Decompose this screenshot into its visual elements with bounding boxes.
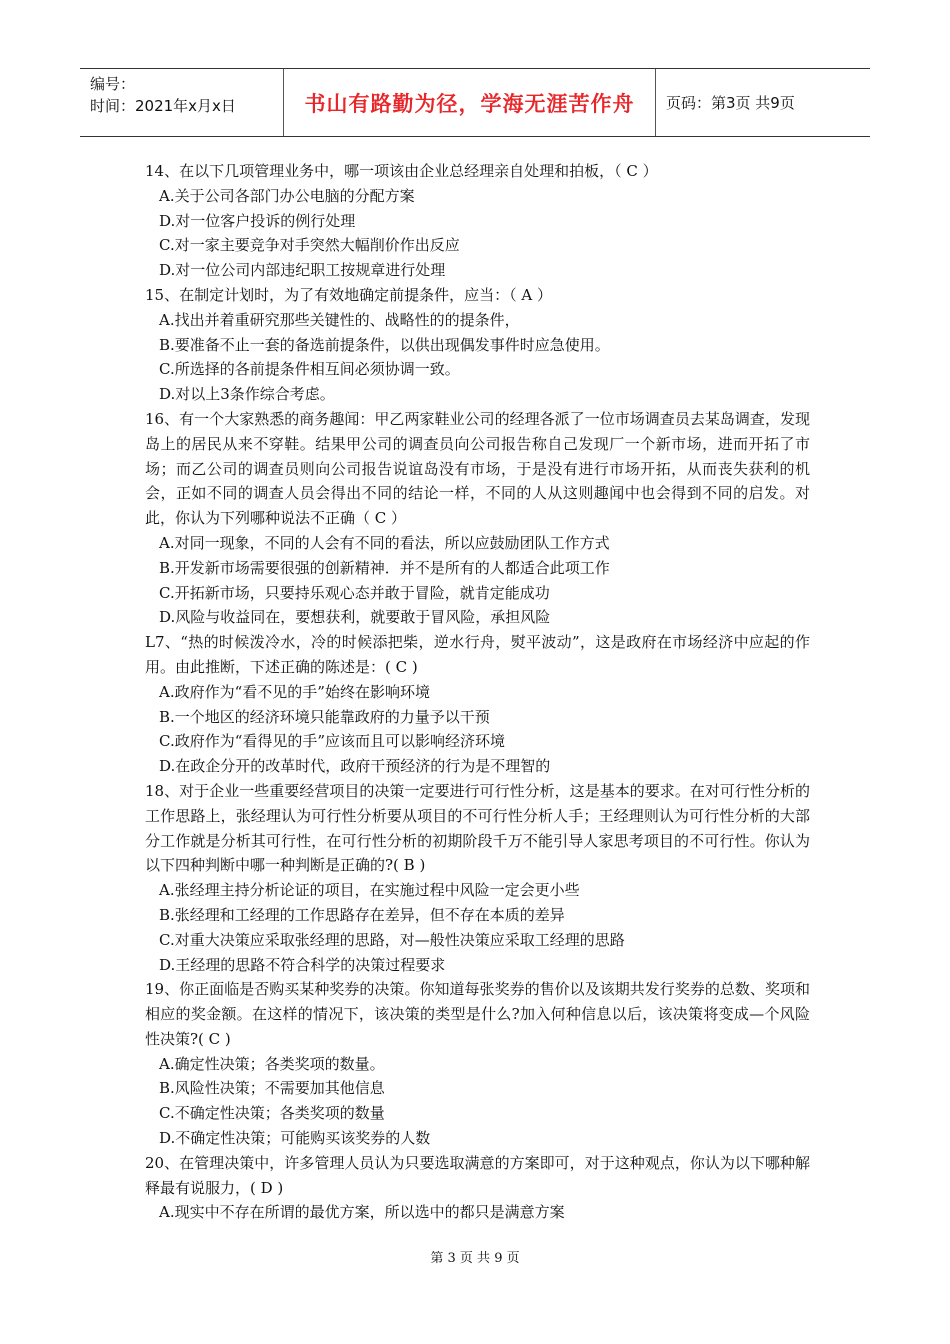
header-page-label: 页码：第3页 共9页: [666, 94, 795, 112]
option: A.张经理主持分析论证的项目，在实施过程中风险一定会更小些: [159, 881, 580, 900]
option: B.风险性决策；不需要加其他信息: [159, 1079, 385, 1098]
option: C.政府作为“看得见的手”应该而且可以影响经济环境: [159, 732, 506, 751]
option: A.确定性决策；各类奖项的数量。: [159, 1054, 385, 1073]
option: D.对一位公司内部违纪职工按规章进行处理: [159, 261, 446, 280]
option: B.要准备不止一套的备选前提条件，以供出现偶发事件时应急使用。: [159, 335, 610, 354]
option: C.开拓新市场，只要持乐观心态并敢于冒险，就肯定能成功: [159, 583, 550, 602]
question-stem: 20、在管理决策中，许多管理人员认为只要选取满意的方案即可，对于这种观点，你认为以下哪种解释最有说服力，( D ): [145, 1153, 810, 1197]
time-label: 时间：2021年x月x日: [90, 97, 236, 115]
code-label: 编号：: [90, 75, 136, 93]
option: D.不确定性决策；可能购买该奖券的人数: [159, 1129, 431, 1148]
option: B.张经理和工经理的工作思路存在差异，但不存在本质的差异: [159, 905, 565, 924]
question-stem: 16、有一个大家熟悉的商务趣闻：甲乙两家鞋业公司的经理各派了一位市场调查员去某岛调查，发现岛上的居民从来不穿鞋。结果甲公司的调查员向公司报告称自己发现厂一个新市场，进而开拓了市场；而乙公司的调查员则向公司报告说谊岛没有市场，于是没有进行市场开拓，从而丧失获利的机会，正如不同的调查人员会得出不同的结论一样，不同的人从这则趣闻中也会得到不同的启发。对此，你认为下列哪种说法不正确（ C ）: [145, 409, 810, 528]
option: D.对一位客户投诉的例行处理: [159, 211, 356, 230]
option: C.对重大决策应采取张经理的思路，对—般性决策应采取工经理的思路: [159, 930, 625, 949]
option: A.现实中不存在所谓的最优方案，所以选中的都只是满意方案: [159, 1203, 565, 1222]
question-list: [145, 159, 810, 1225]
option: B.开发新市场需要很强的创新精神．并不是所有的人都适合此项工作: [159, 558, 610, 577]
option: C.对一家主要竞争对手突然大幅削价作出反应: [159, 236, 460, 255]
option: A.关于公司各部门办公电脑的分配方案: [159, 186, 415, 205]
question-stem: 14、在以下几项管理业务中，哪一项该由企业总经理亲自处理和拍板，（ C ）: [145, 162, 658, 180]
option: D.在政企分开的改革时代，政府干预经济的行为是不理智的: [159, 757, 551, 776]
option: D.对以上3条作综合考虑。: [159, 385, 335, 404]
option: A.找出并着重研究那些关键性的、战略性的的提条件，: [159, 310, 520, 329]
option: D.风险与收益同在，要想获利，就要敢于冒风险，承担风险: [159, 608, 551, 627]
header-meta: [80, 69, 284, 136]
option: D.王经理的思路不符合科学的决策过程要求: [159, 955, 446, 974]
question-stem: 15、在制定计划时，为了有效地确定前提条件，应当：（ A ）: [145, 285, 552, 304]
option: C.所选择的各前提条件相互间必须协调一致。: [159, 360, 460, 379]
option: A.对同一现象，不同的人会有不同的看法，所以应鼓励团队工作方式: [159, 533, 610, 552]
question-stem: 18、对于企业一些重要经营项目的决策一定要进行可行性分析，这是基本的要求。在对可行性分析的工作思路上，张经理认为可行性分析要从项目的不可行性分析人手；王经理则认为可行性分析的大部分工作就是分析其可行性，在可行性分析的初期阶段千万不能引导人家思考项目的不可行性。你认为以下四种判断中哪一种判断是正确的?( B ): [145, 781, 810, 875]
page-footer: 第 3 页 共 9 页: [430, 1251, 520, 1266]
option: A.政府作为“看不见的手”始终在影响环境: [159, 682, 430, 701]
question-stem: 19、你正面临是否购买某种奖券的决策。你知道每张奖券的售价以及该期共发行奖券的总数、奖项和相应的奖金额。在这样的情况下，该决策的类型是什么?加入何种信息以后，该决策将变成—个风险性决策?( C ): [145, 980, 810, 1048]
option: B.一个地区的经济环境只能靠政府的力量予以干预: [159, 707, 490, 726]
header-motto: 书山有路勤为径，学海无涯苦作舟: [284, 69, 656, 136]
question-stem: L7、“热的时候泼冷水，冷的时候添把柴，逆水行舟，熨平波动”，这是政府在市场经济中应起的作用。由此推断，下述正确的陈述是：( C ): [145, 633, 810, 676]
option: C.不确定性决策；各类奖项的数量: [159, 1104, 385, 1123]
document-header: [80, 68, 870, 137]
